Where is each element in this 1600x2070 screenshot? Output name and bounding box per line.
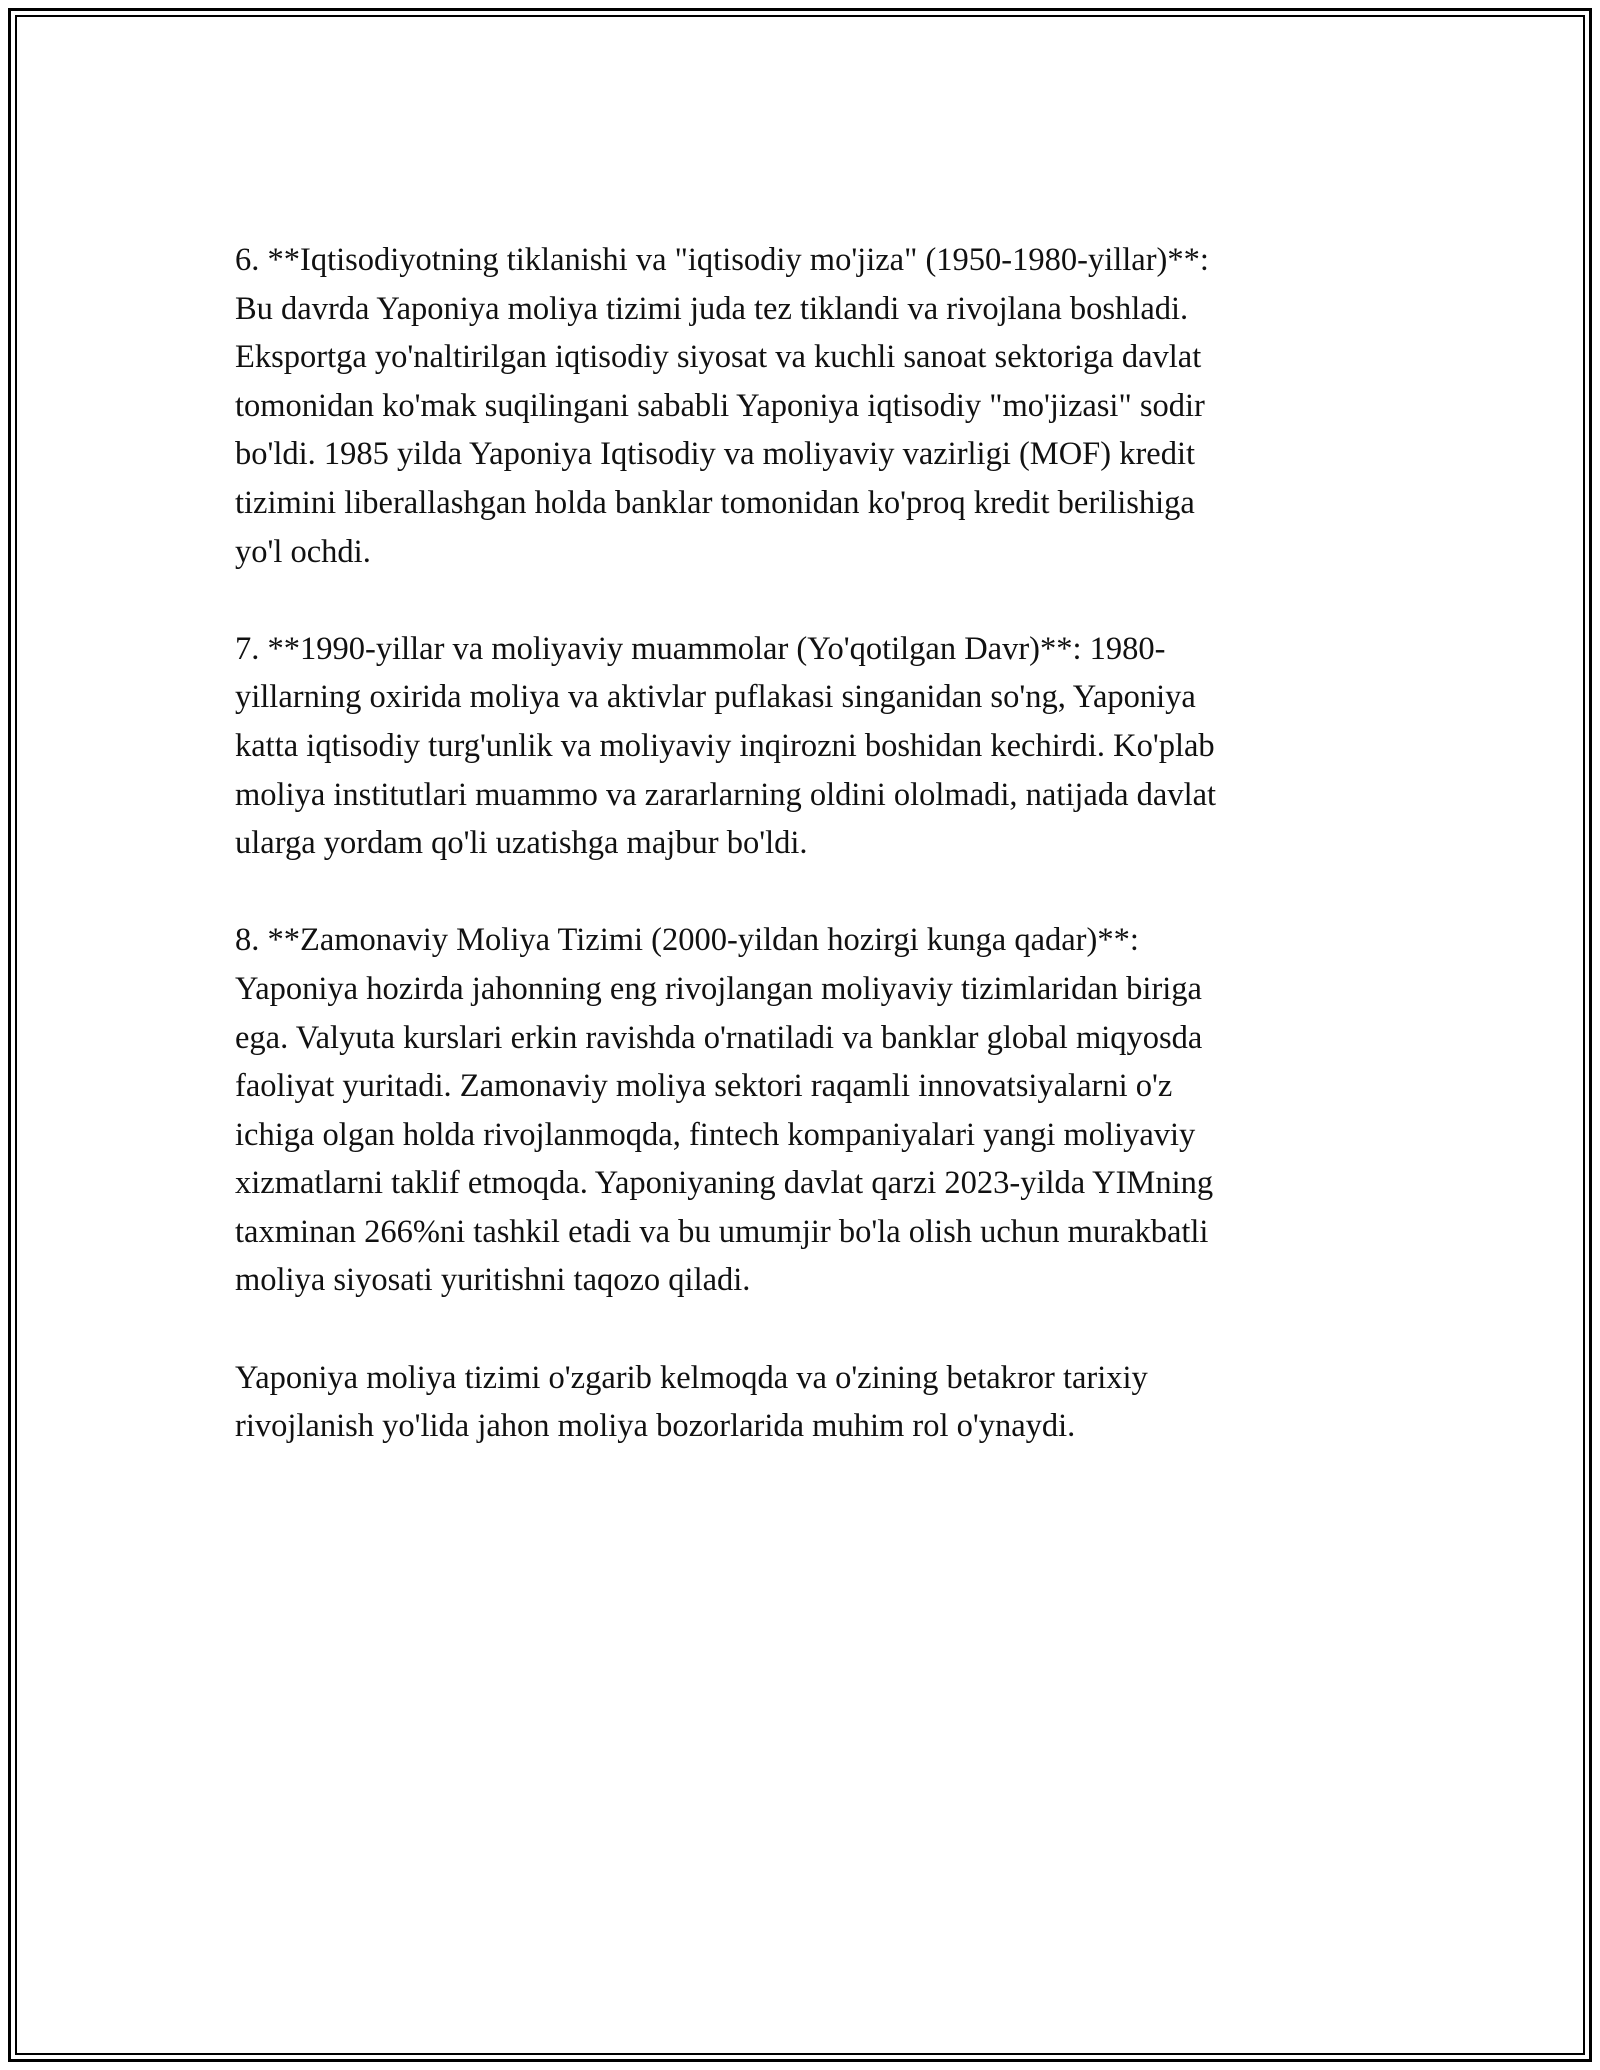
text-line: yo'l ochdi.: [235, 533, 371, 570]
text-line: rivojlanish yo'lida jahon moliya bozorlarida muhim rol o'ynaydi.: [235, 1408, 1076, 1445]
document-body: [235, 236, 1385, 1499]
text-line: Eksportga yo'naltirilgan iqtisodiy siyosat va kuchli sanoat sektoriga davlat: [235, 339, 1202, 376]
text-line: moliya institutlari muammo va zararlarning oldini ololmadi, natijada davlat: [235, 776, 1217, 813]
text-line: tizimini liberallashgan holda banklar tomonidan ko'proq kredit berilishiga: [235, 484, 1195, 521]
text-line: 6. **Iqtisodiyotning tiklanishi va "iqtisodiy mo'jiza" (1950-1980-yillar)**:: [235, 242, 1209, 278]
text-line: moliya siyosati yuritishni taqozo qiladi.: [235, 1262, 751, 1299]
text-line: xizmatlarni taklif etmoqda. Yaponiyaning davlat qarzi 2023-yilda YIMning: [235, 1165, 1214, 1202]
text-line: katta iqtisodiy turg'unlik va moliyaviy inqirozni boshidan kechirdi. Ko'plab: [235, 727, 1215, 764]
text-line: Yaponiya hozirda jahonning eng rivojlangan moliyaviy tizimlaridan biriga: [235, 970, 1202, 1007]
text-line: taxminan 266%ni tashkil etadi va bu umumjir bo'la olish uchun murakbatli: [235, 1213, 1209, 1250]
text-line: bo'ldi. 1985 yilda Yaponiya Iqtisodiy va moliyaviy vazirligi (MOF) kredit: [235, 436, 1196, 473]
text-line: 7. **1990-yillar va moliyaviy muammolar (Yo'qotilgan Davr)**: 1980-: [235, 630, 1166, 667]
text-line: ega. Valyuta kurslari erkin ravishda o'rnatiladi va banklar global miqyosda: [235, 1019, 1203, 1056]
text-line: Yaponiya moliya tizimi o'zgarib kelmoqda va o'zining betakror tarixiy: [235, 1359, 1148, 1396]
paragraph-section-7: [235, 625, 1385, 868]
paragraph-section-8: [235, 916, 1385, 1305]
text-line: 8. **Zamonaviy Moliya Tizimi (2000-yildan hozirgi kunga qadar)**:: [235, 922, 1139, 959]
text-line: ularga yordam qo'li uzatishga majbur bo'ldi.: [235, 825, 808, 862]
text-line: tomonidan ko'mak suqilingani sababli Yaponiya iqtisodiy "mo'jizasi" sodir: [235, 387, 1205, 424]
paragraph-section-6: [235, 236, 1385, 576]
paragraph-conclusion: [235, 1354, 1385, 1451]
text-line: Bu davrda Yaponiya moliya tizimi juda tez tiklandi va rivojlana boshladi.: [235, 290, 1189, 327]
text-line: yillarning oxirida moliya va aktivlar puflakasi singanidan so'ng, Yaponiya: [235, 679, 1196, 716]
text-line: ichiga olgan holda rivojlanmoqda, fintech kompaniyalari yangi moliyaviy: [235, 1116, 1196, 1153]
text-line: faoliyat yuritadi. Zamonaviy moliya sektori raqamli innovatsiyalarni o'z: [235, 1068, 1173, 1105]
